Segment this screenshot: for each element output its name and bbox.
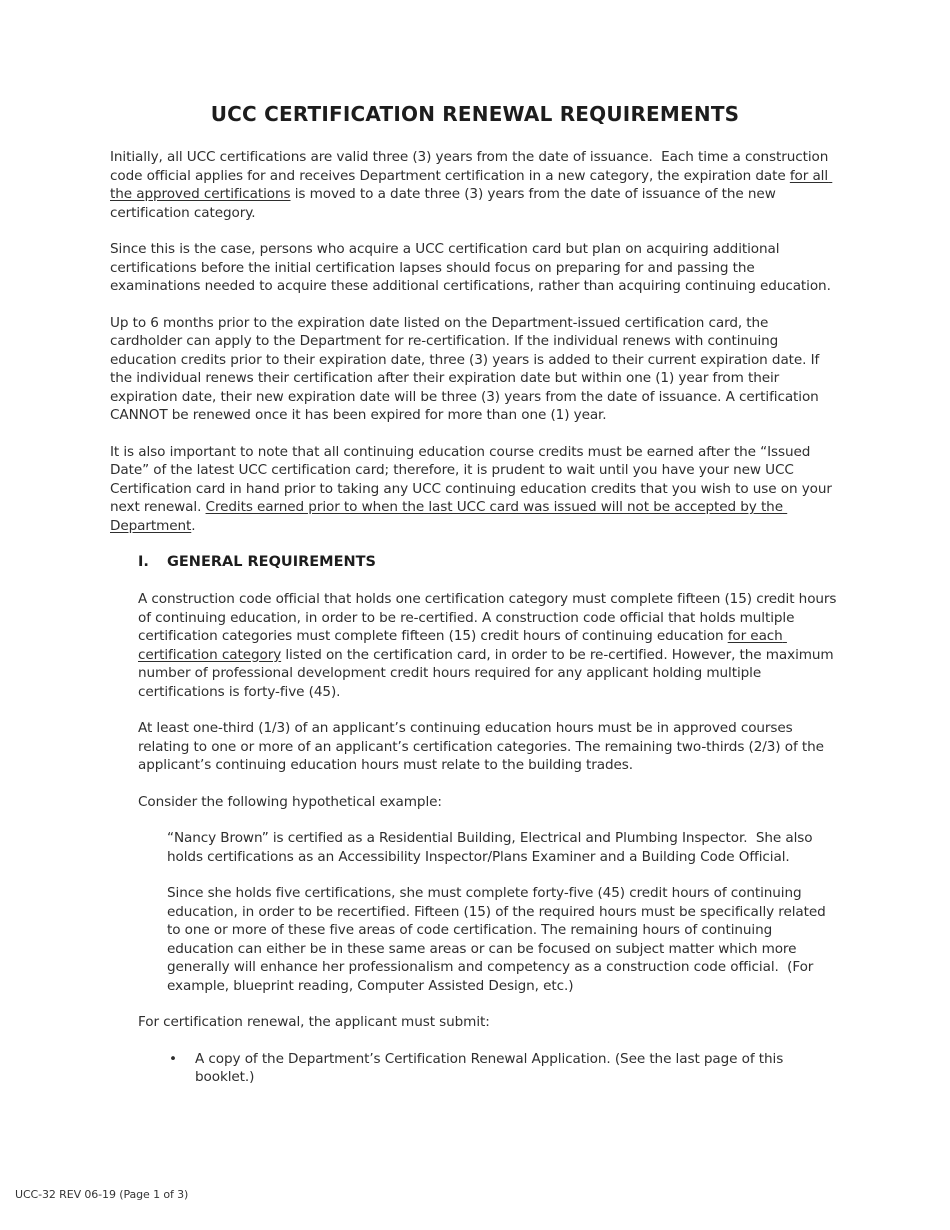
- bullet-list-item: [167, 1050, 838, 1087]
- page-title: UCC CERTIFICATION RENEWAL REQUIREMENTS: [210, 102, 740, 126]
- example-paragraph-1: “Nancy Brown” is certified as a Residential Building, Electrical and Plumbing Inspector. She also holds certifications as an Accessibility Inspector/Plans Examiner and a Building Code Official.: [167, 830, 817, 865]
- section-label: GENERAL REQUIREMENTS: [167, 554, 376, 570]
- text-run: .: [191, 517, 196, 534]
- general-requirements-paragraph-2: At least one-third (1/3) of an applicant’s continuing education hours must be in approved courses relating to one or more of an applicant’s certification categories. The remaining two-thirds (2/3) of the applicant’s continuing education hours must relate to the building trades.: [138, 720, 829, 773]
- section-number: I.: [138, 554, 149, 570]
- page-footer-label: UCC-32 REV 06-19 (Page 1 of 3): [15, 1188, 189, 1201]
- section-heading-general-requirements: [138, 553, 838, 572]
- intro-paragraph-3: Up to 6 months prior to the expiration date listed on the Department-issued certification card, the cardholder can apply to the Department for re-certification. If the individual renews with continuing education credits prior to their expiration date, three (3) years is added to their current expiration date. If the individual renews their certification after their expiration date but within one (1) year from their expiration date, their new expiration date will be three (3) years from the date of issuance. A certification CANNOT be renewed once it has been expired for more than one (1) year.: [110, 314, 824, 423]
- general-requirements-paragraph-3: Consider the following hypothetical example:: [138, 793, 442, 810]
- general-requirements-paragraph-1: [138, 590, 841, 701]
- submit-intro-paragraph: For certification renewal, the applicant must submit:: [138, 1014, 490, 1030]
- underlined-text: for all the approved certifications: [110, 167, 833, 202]
- text-run: listed on the certification card, in order to be re-certified. However, the maximum number of professional development credit hours required for any applicant holding multiple certifications is forty-five (45).: [138, 646, 838, 700]
- underlined-text: for each certification category: [138, 628, 787, 663]
- text-run: A construction code official that holds one certification category must complete fifteen (15) credit hours of continuing education, in order to be re-certified. A construction code official that holds multiple certification categories must complete fifteen (15) credit hours of continuing education: [138, 591, 841, 644]
- intro-paragraph-1: [110, 148, 838, 222]
- text-run: It is also important to note that all continuing education course credits must be earned after the “Issued Date” of the latest UCC certification card; therefore, it is prudent to wait until you have your new UCC Certification card in hand prior to taking any UCC continuing education credits that you wish to use on your next renewal.: [110, 443, 837, 515]
- text-run: Initially, all UCC certifications are valid three (3) years from the date of issuance. Each time a construction code official applies for and receives Department certification in a new category, the expiration date: [110, 149, 833, 184]
- bullet-item-text: A copy of the Department’s Certification Renewal Application. (See the last page of this booklet.): [195, 1050, 788, 1085]
- intro-paragraph-2: Since this is the case, persons who acquire a UCC certification card but plan on acquiring additional certifications before the initial certification lapses should focus on preparing for and passing the examinations needed to acquire these additional certifications, rather than acquiring continuing education.: [110, 241, 831, 294]
- title-section: [0, 0, 950, 128]
- text-run: is moved to a date three (3) years from the date of issuance of the new certification category.: [110, 186, 780, 221]
- intro-paragraph-4: [110, 443, 838, 536]
- bullet-marker-icon: •: [169, 1050, 178, 1067]
- example-paragraph-2: Since she holds five certifications, she must complete forty-five (45) credit hours of continuing education, in order to be recertified. Fifteen (15) of the required hours must be specifically related to one or more of these five areas of code certification. The remaining hours of continuing education can either be in these same areas or can be focused on subject matter which more generally will enhance her professionalism and competency as a construction code official. (For example, blueprint reading, Computer Assisted Design, etc.): [167, 885, 830, 994]
- underlined-text: Credits earned prior to when the last UCC card was issued will not be accepted by the Department: [110, 499, 788, 534]
